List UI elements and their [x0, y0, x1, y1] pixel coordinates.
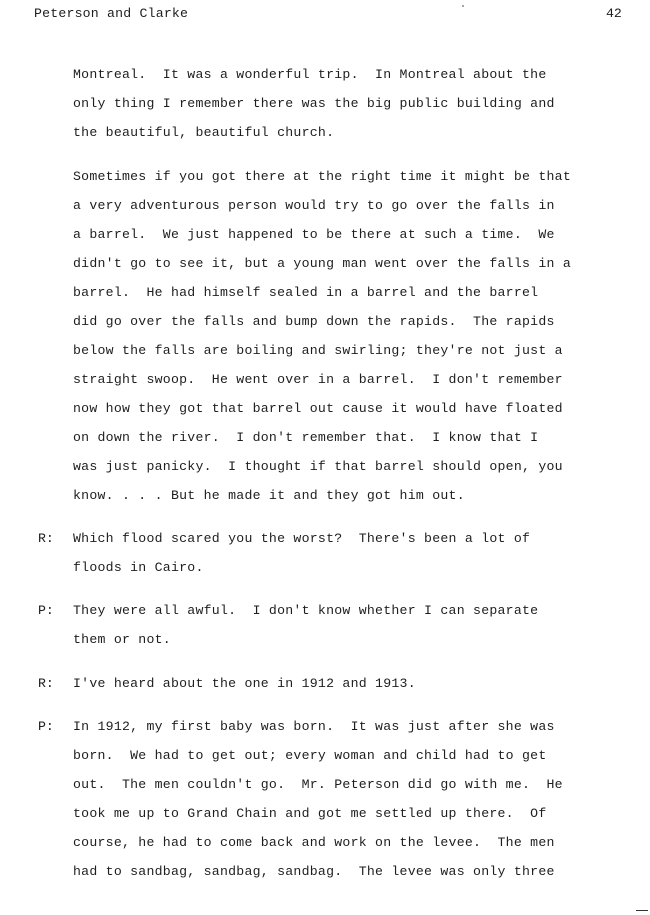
text-line: course, he had to come back and work on the levee. The men: [73, 835, 555, 850]
text-line: out. The men couldn't go. Mr. Peterson did go with me. He: [73, 777, 563, 792]
text-line: straight swoop. He went over in a barrel. I don't remember: [73, 372, 563, 387]
text-line: didn't go to see it, but a young man went over the falls in a: [73, 256, 571, 271]
text-line: floods in Cairo.: [73, 560, 204, 575]
scan-mark: [636, 910, 648, 911]
text-line: Sometimes if you got there at the right time it might be that: [73, 169, 571, 184]
text-line: barrel. He had himself sealed in a barrel and the barrel: [73, 285, 539, 300]
text-line: know. . . . But he made it and they got him out.: [73, 488, 465, 503]
text-line: now how they got that barrel out cause it would have floated: [73, 401, 563, 416]
text-line: only thing I remember there was the big public building and: [73, 96, 555, 111]
text-line: took me up to Grand Chain and got me settled up there. Of: [73, 806, 547, 821]
scan-speck: [462, 5, 464, 7]
text-line: was just panicky. I thought if that barrel should open, you: [73, 459, 563, 474]
text-line: did go over the falls and bump down the rapids. The rapids: [73, 314, 555, 329]
text-line: below the falls are boiling and swirling; they're not just a: [73, 343, 563, 358]
text-line: Montreal. It was a wonderful trip. In Montreal about the: [73, 67, 547, 82]
speaker-label: R:: [38, 676, 54, 691]
text-line: Which flood scared you the worst? There's been a lot of: [73, 531, 531, 546]
page-number: 42: [606, 6, 622, 21]
text-line: In 1912, my first baby was born. It was just after she was: [73, 719, 555, 734]
speaker-label: R:: [38, 531, 54, 546]
text-line: a barrel. We just happened to be there at such a time. We: [73, 227, 555, 242]
text-line: the beautiful, beautiful church.: [73, 125, 335, 140]
text-line: had to sandbag, sandbag, sandbag. The levee was only three: [73, 864, 555, 879]
text-line: them or not.: [73, 632, 171, 647]
speaker-label: P:: [38, 603, 54, 618]
text-line: born. We had to get out; every woman and child had to get: [73, 748, 547, 763]
text-line: a very adventurous person would try to go over the falls in: [73, 198, 555, 213]
text-line: I've heard about the one in 1912 and 1913.: [73, 676, 416, 691]
text-line: on down the river. I don't remember that. I know that I: [73, 430, 539, 445]
text-line: They were all awful. I don't know whether I can separate: [73, 603, 539, 618]
page-header-title: Peterson and Clarke: [34, 6, 189, 21]
speaker-label: P:: [38, 719, 54, 734]
